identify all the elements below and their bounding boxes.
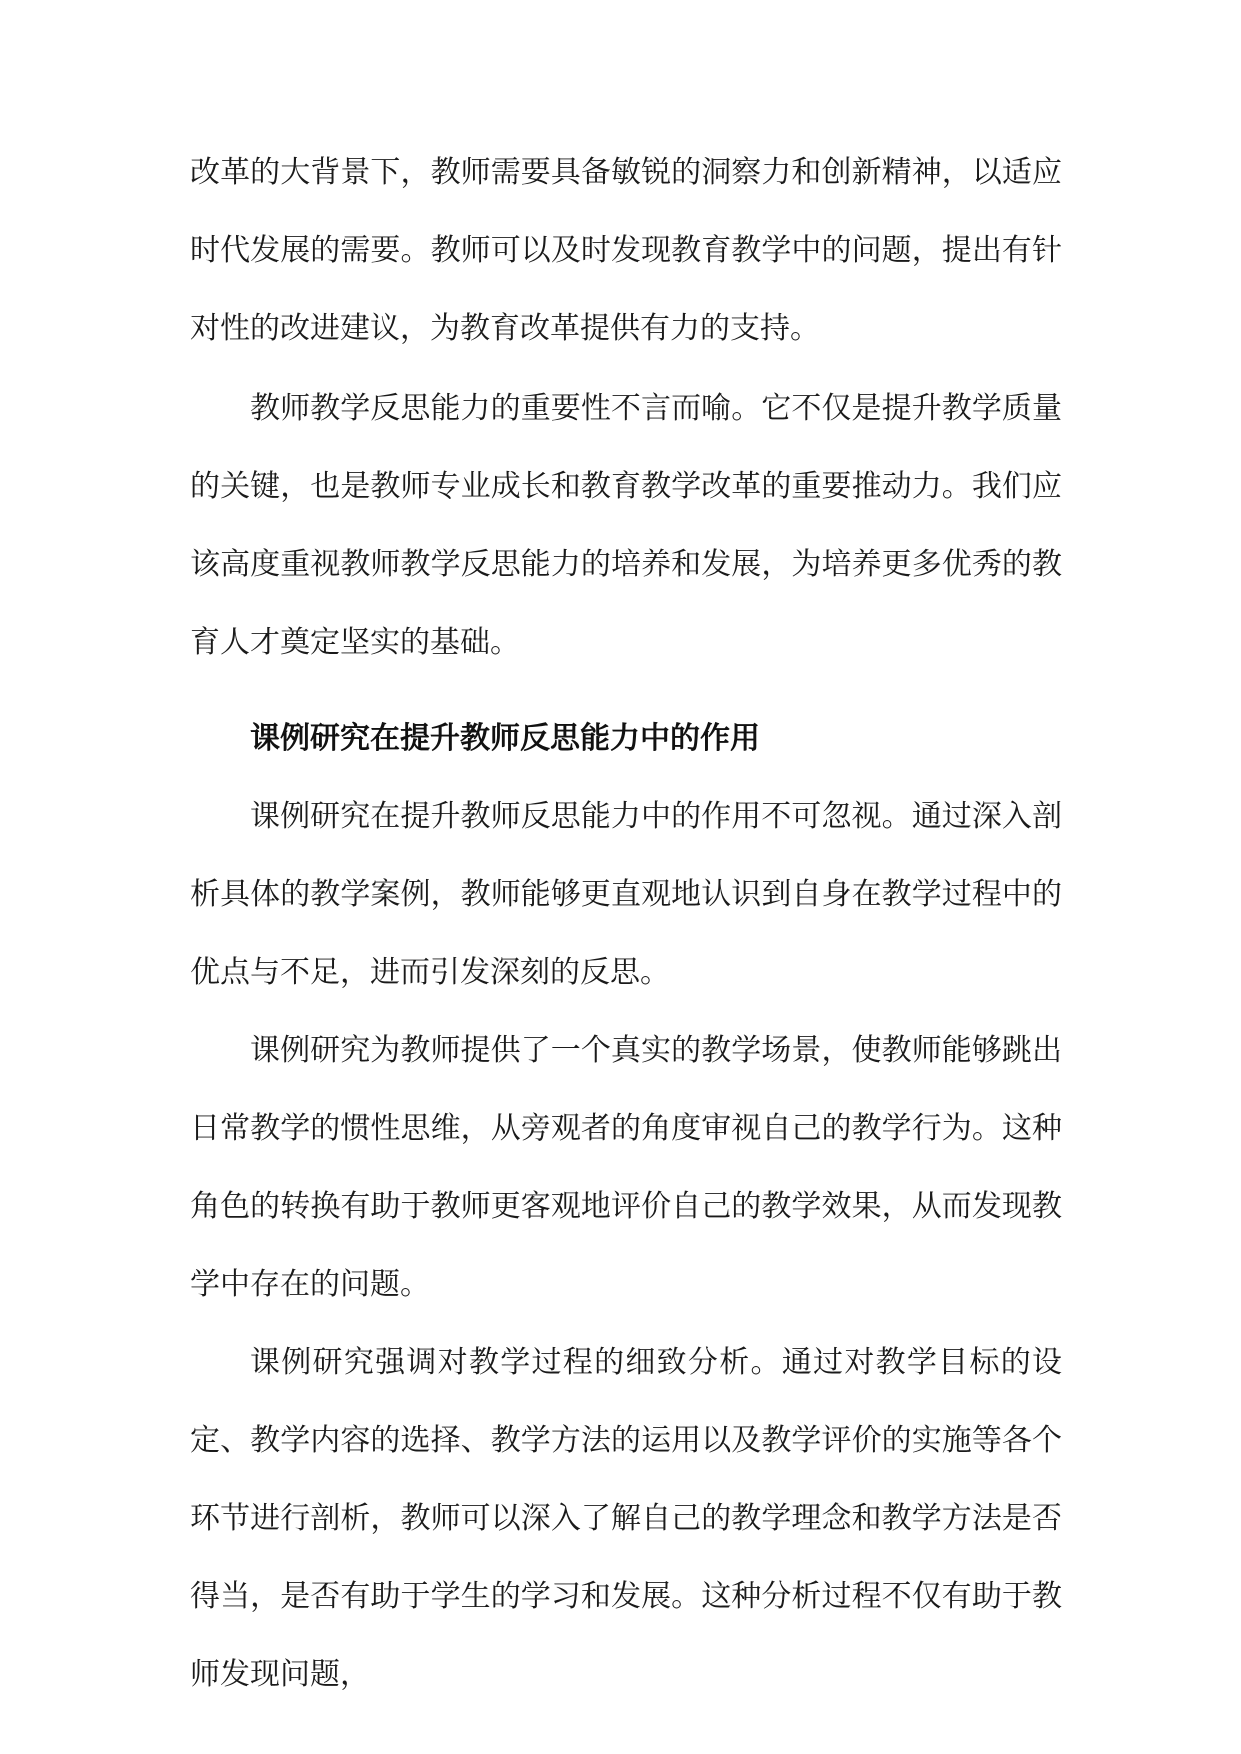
section-paragraph-1: 课例研究在提升教师反思能力中的作用不可忽视。通过深入剖析具体的教学案例，教师能够更直观地认识到自身在教学过程中的优点与不足，进而引发深刻的反思。 (190, 799, 1062, 990)
section-block (190, 700, 1062, 1714)
continuation-block (190, 134, 1062, 368)
continuation-paragraph: 改革的大背景下，教师需要具备敏锐的洞察力和创新精神，以适应时代发展的需要。教师可以及时发现教育教学中的问题，提出有针对性的改进建议，为教育改革提供有力的支持。 (190, 155, 1062, 346)
summary-block (190, 370, 1062, 682)
summary-paragraph: 教师教学反思能力的重要性不言而喻。它不仅是提升教学质量的关键，也是教师专业成长和教育教学改革的重要推动力。我们应该高度重视教师教学反思能力的培养和发展，为培养更多优秀的教育人才奠定坚实的基础。 (190, 391, 1062, 660)
section-paragraph-2: 课例研究为教师提供了一个真实的教学场景，使教师能够跳出日常教学的惯性思维，从旁观者的角度审视自己的教学行为。这种角色的转换有助于教师更客观地评价自己的教学效果，从而发现教学中存在的问题。 (190, 1033, 1062, 1302)
section-paragraph-3: 课例研究强调对教学过程的细致分析。通过对教学目标的设定、教学内容的选择、教学方法的运用以及教学评价的实施等各个环节进行剖析，教师可以深入了解自己的教学理念和教学方法是否得当，是否有助于学生的学习和发展。这种分析过程不仅有助于教师发现问题， (190, 1345, 1062, 1692)
section-heading: 课例研究在提升教师反思能力中的作用 (250, 721, 760, 756)
